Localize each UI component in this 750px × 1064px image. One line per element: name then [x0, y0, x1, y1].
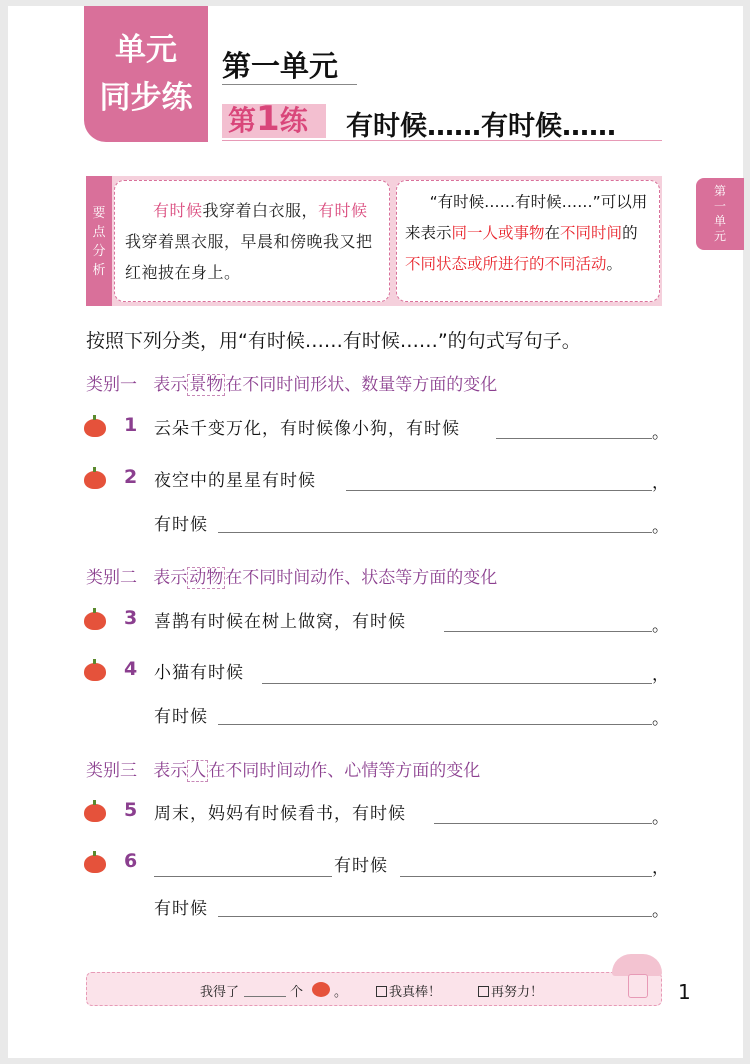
question-2-end2: 。 [652, 517, 669, 537]
lesson-label [228, 99, 308, 139]
apple-icon [84, 663, 106, 681]
analysis-explanation [396, 180, 660, 302]
option-great-label: 我真棒！ [389, 985, 442, 1000]
category-keyword: 景物 [189, 375, 224, 395]
answer-blank[interactable] [154, 876, 332, 877]
question-4-line2: 有时候 [154, 707, 208, 727]
question-1-text: 云朵千变万化，有时候像小狗，有时候 [154, 419, 460, 439]
footer-got-label: 我得了 [200, 985, 240, 1000]
question-2-line2: 有时候 [154, 515, 208, 535]
answer-blank[interactable] [444, 631, 652, 632]
answer-blank[interactable] [218, 532, 652, 533]
question-6-mid: 有时候 [334, 856, 388, 876]
footer-end: 。 [334, 985, 348, 1000]
answer-blank[interactable] [400, 876, 652, 877]
lesson-number: 1 [256, 99, 280, 139]
apple-icon [84, 612, 106, 630]
lesson-suffix: 练 [279, 104, 308, 137]
category-heading-3 [86, 756, 480, 781]
analysis-tag-char-3: 分 [92, 244, 106, 259]
apple-icon [84, 855, 106, 873]
explain-red-2: 不同时间 [560, 224, 623, 242]
question-2-end: ， [652, 473, 669, 493]
question-6-end2: 。 [652, 901, 669, 921]
score-blank[interactable] [244, 996, 286, 997]
question-6-end: ， [652, 858, 669, 878]
exercise-instruction: 按照下列分类，用“有时候……有时候……”的句式写句子。 [86, 330, 581, 352]
badge-line-1: 单元 [115, 32, 177, 68]
answer-blank[interactable] [346, 490, 652, 491]
category-heading-1 [86, 370, 497, 395]
checkbox-icon[interactable] [478, 986, 489, 997]
explain-text-1: “有时候……有时候……”可以用来表示 [405, 193, 648, 242]
mushroom-icon [612, 954, 662, 976]
category-pre: 表示 [153, 761, 188, 781]
side-tab-char-3: 单 [713, 214, 726, 228]
badge-line-2: 同步练 [99, 80, 193, 116]
side-unit-tab [696, 178, 744, 250]
footer-unit: 个 [290, 985, 304, 1000]
category-label: 类别一 [86, 375, 137, 395]
question-5-text: 周末，妈妈有时候看书，有时候 [154, 804, 406, 824]
question-2-text: 夜空中的星星有时候 [154, 471, 316, 491]
apple-icon [84, 471, 106, 489]
analysis-tag-char-2: 点 [92, 225, 106, 240]
self-evaluation-bar [86, 972, 662, 1006]
category-post: 在不同时间形状、数量等方面的变化 [225, 375, 498, 395]
explain-text-3: 的 [622, 224, 638, 242]
lesson-underline [222, 140, 662, 141]
question-4-end2: 。 [652, 709, 669, 729]
question-3-end: 。 [652, 616, 669, 636]
side-tab-char-1: 第 [713, 184, 726, 198]
option-try-harder-label: 再努力！ [491, 985, 544, 1000]
category-post: 在不同时间动作、状态等方面的变化 [225, 568, 498, 588]
question-3-text: 喜鹊有时候在树上做窝，有时候 [154, 612, 406, 632]
explain-text-2: 在 [544, 224, 561, 242]
explain-red-3: 不同状态或所进行的不同活动 [405, 255, 607, 273]
page-number: 1 [678, 980, 691, 1004]
side-tab-char-4: 元 [713, 229, 726, 243]
answer-blank[interactable] [434, 823, 652, 824]
category-post: 在不同时间动作、心情等方面的变化 [208, 761, 481, 781]
question-4-end: ， [652, 665, 669, 685]
apple-icon [84, 419, 106, 437]
analysis-tag [86, 176, 112, 306]
unit-title: 第一单元 [222, 49, 339, 83]
option-great[interactable] [376, 981, 441, 1000]
category-pre: 表示 [153, 568, 188, 588]
answer-blank[interactable] [496, 438, 652, 439]
category-label: 类别三 [86, 761, 137, 781]
question-number: 3 [124, 607, 138, 629]
category-pre: 表示 [153, 375, 188, 395]
answer-blank[interactable] [218, 916, 652, 917]
apple-icon [312, 982, 330, 997]
option-try-harder[interactable] [478, 981, 543, 1000]
explain-red-1: 同一人或事物 [451, 224, 545, 242]
question-number: 4 [124, 658, 138, 680]
category-heading-2 [86, 563, 497, 588]
side-tab-char-2: 一 [713, 199, 726, 213]
category-keyword: 动物 [189, 568, 224, 588]
example-text-1: 我穿着白衣服， [202, 201, 318, 220]
lesson-prefix: 第 [228, 104, 257, 137]
example-highlight-2: 有时候 [317, 201, 368, 220]
question-6-line2: 有时候 [154, 899, 208, 919]
mushroom-stem [628, 974, 648, 998]
question-number: 6 [124, 850, 138, 872]
example-highlight-1: 有时候 [152, 201, 203, 220]
analysis-example-text [114, 180, 390, 302]
question-number: 1 [124, 414, 138, 436]
unit-underline [222, 84, 357, 85]
lesson-title: 有时候……有时候…… [346, 111, 616, 142]
question-4-text: 小猫有时候 [154, 663, 244, 683]
apple-icon [84, 804, 106, 822]
answer-blank[interactable] [218, 724, 652, 725]
analysis-tag-char-1: 要 [92, 206, 106, 221]
unit-sync-badge [84, 6, 208, 142]
question-number: 5 [124, 799, 138, 821]
analysis-tag-char-4: 析 [92, 263, 106, 278]
answer-blank[interactable] [262, 683, 652, 684]
question-number: 2 [124, 466, 138, 488]
category-label: 类别二 [86, 568, 137, 588]
explain-text-4: 。 [606, 255, 623, 273]
question-1-end: 。 [652, 423, 669, 443]
question-5-end: 。 [652, 808, 669, 828]
example-text-2: 我穿着黑衣服，早晨和傍晚我又把红袍披在身上。 [125, 232, 373, 282]
checkbox-icon[interactable] [376, 986, 387, 997]
category-keyword: 人 [189, 761, 207, 781]
